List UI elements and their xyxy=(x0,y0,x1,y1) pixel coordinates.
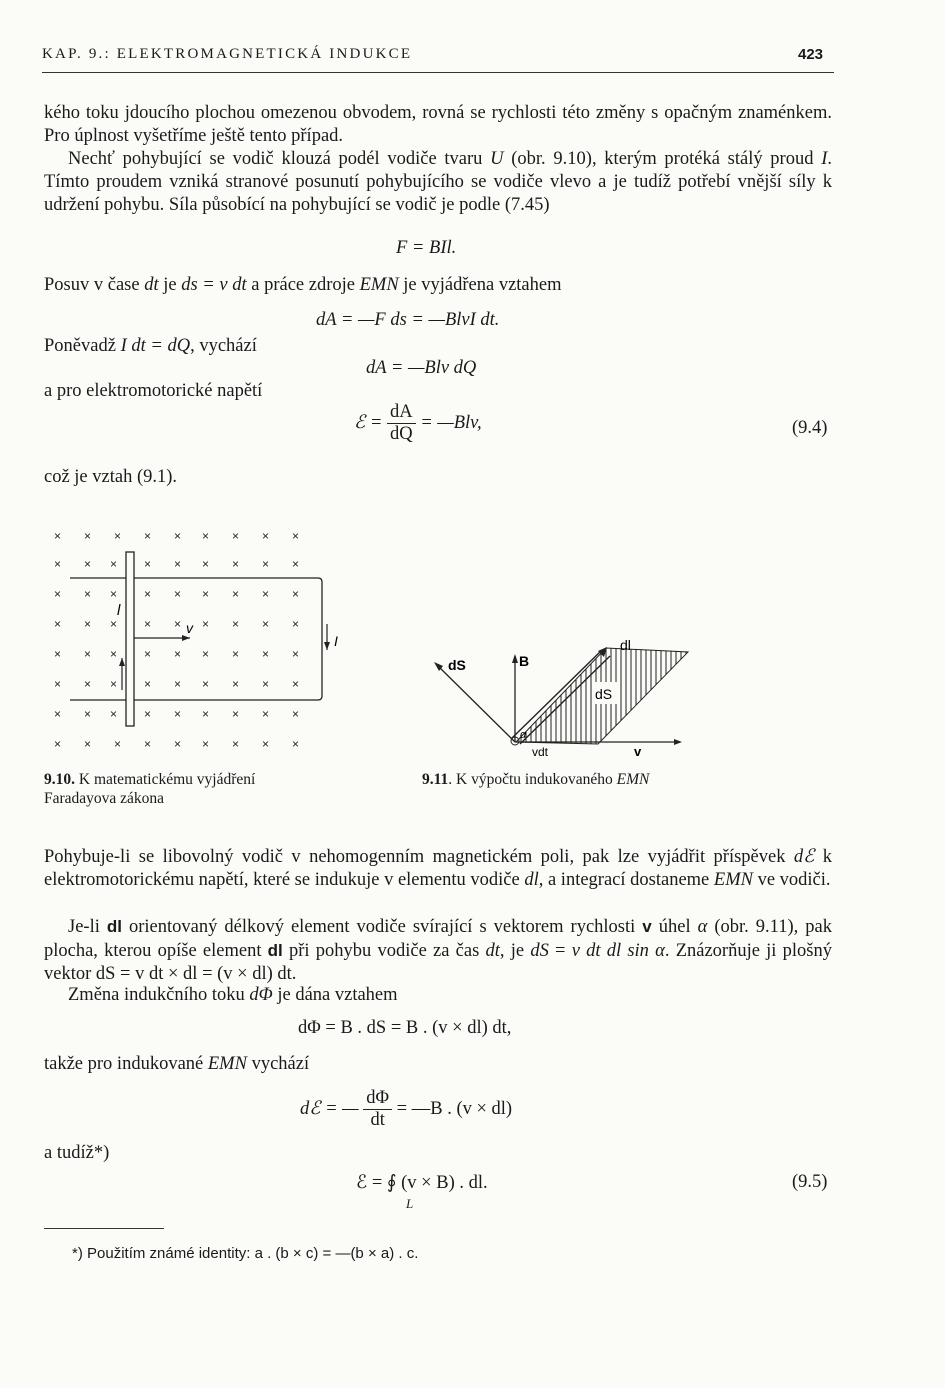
field-cross: × xyxy=(174,647,182,661)
equation-force: F = BIl. xyxy=(396,238,457,258)
header-rule xyxy=(42,72,834,73)
field-cross: × xyxy=(262,707,270,721)
paragraph-1: kého toku jdoucího plochou omezenou obvodem, rovná se rychlosti této změny s opačným znaménkem. Pro úplnost vyšetříme ještě tento případ. xyxy=(44,103,832,146)
u-conductor xyxy=(70,578,322,700)
field-cross: × xyxy=(54,707,62,721)
field-cross: × xyxy=(54,677,62,691)
field-cross: × xyxy=(232,737,240,751)
field-cross: × xyxy=(202,677,210,691)
field-cross: × xyxy=(202,529,210,543)
field-cross: × xyxy=(84,707,92,721)
paragraph-10: takže pro indukované EMN vychází xyxy=(44,1054,310,1074)
field-cross: × xyxy=(174,529,182,543)
field-cross: × xyxy=(262,529,270,543)
field-cross: × xyxy=(232,587,240,601)
field-cross: × xyxy=(144,529,152,543)
field-cross: × xyxy=(54,557,62,571)
field-cross: × xyxy=(54,587,62,601)
field-cross: × xyxy=(54,617,62,631)
field-cross: × xyxy=(110,707,118,721)
equation-demf: dℰ = — $\frac{d\Phi}{dt}$ = —B . (v × dl) xyxy=(300,1088,513,1130)
figure-9-11-caption: 9.11. K výpočtu indukovaného EMN xyxy=(422,771,650,788)
paragraph-5: a pro elektromotorické napětí xyxy=(44,381,263,401)
field-cross: × xyxy=(262,737,270,751)
equation-work2: dA = —Blv dQ xyxy=(366,358,477,378)
paragraph-3: Posuv v čase dt je ds = v dt a práce zdroje EMN je vyjádřena vztahem xyxy=(44,275,562,295)
field-cross: × xyxy=(84,529,92,543)
field-cross: × xyxy=(84,587,92,601)
figure-9-11 xyxy=(420,620,710,770)
moving-rod xyxy=(126,552,134,726)
field-cross: × xyxy=(202,557,210,571)
field-cross: × xyxy=(144,677,152,691)
field-cross: × xyxy=(292,587,300,601)
field-cross: × xyxy=(144,557,152,571)
label-B: B xyxy=(519,653,530,669)
label-vdt: vdt xyxy=(532,745,549,759)
field-cross: × xyxy=(232,617,240,631)
field-cross: × xyxy=(114,529,122,543)
field-cross: × xyxy=(174,677,182,691)
field-cross: × xyxy=(202,647,210,661)
field-cross: × xyxy=(292,647,300,661)
paragraph-9: Změna indukčního toku dΦ je dána vztahem xyxy=(68,985,398,1005)
field-cross: × xyxy=(174,737,182,751)
field-cross: × xyxy=(232,647,240,661)
page-number: 423 xyxy=(798,46,824,63)
field-cross: × xyxy=(144,737,152,751)
field-cross: × xyxy=(84,617,92,631)
field-cross: × xyxy=(54,737,62,751)
field-cross: × xyxy=(262,617,270,631)
field-cross: × xyxy=(144,617,152,631)
figure-9-10-caption: 9.10. K matematickému vyjádření Faradayova zákona xyxy=(44,771,256,807)
figure-9-10 xyxy=(40,520,360,760)
field-cross: × xyxy=(54,529,62,543)
label-v: v xyxy=(186,620,193,636)
field-cross: × xyxy=(144,647,152,661)
field-cross: × xyxy=(202,707,210,721)
field-cross: × xyxy=(174,587,182,601)
field-cross: × xyxy=(202,587,210,601)
field-cross: × xyxy=(174,557,182,571)
field-cross: × xyxy=(84,737,92,751)
field-cross: × xyxy=(292,557,300,571)
field-cross: × xyxy=(84,557,92,571)
paragraph-7: Pohybuje-li se libovolný vodič v nehomogenním magnetickém poli, pak lze vyjádřit příspěvek dℰ k elektromotorickému napětí, které se indukuje v elementu vodiče dl, a integrací dostaneme EMN ve vodiči. xyxy=(44,847,833,890)
field-cross: × xyxy=(174,617,182,631)
paragraph-4: Poněvadž I dt = dQ, vychází xyxy=(44,336,257,356)
field-cross: × xyxy=(174,707,182,721)
field-cross: × xyxy=(54,647,62,661)
field-cross: × xyxy=(292,529,300,543)
field-cross: × xyxy=(232,529,240,543)
field-cross: × xyxy=(110,557,118,571)
label-I: I xyxy=(334,633,338,649)
field-cross: × xyxy=(232,707,240,721)
field-cross: × xyxy=(144,707,152,721)
field-cross: × xyxy=(110,587,118,601)
field-cross: × xyxy=(110,617,118,631)
paragraph-6: což je vztah (9.1). xyxy=(44,467,178,487)
field-cross: × xyxy=(232,557,240,571)
field-cross: × xyxy=(202,737,210,751)
equation-emf: ℰ = $\frac{dA}{dQ}$ = —Blv, xyxy=(354,402,482,444)
field-cross: × xyxy=(84,677,92,691)
integral-subscript: L xyxy=(406,1196,414,1211)
field-cross: × xyxy=(292,737,300,751)
field-cross: × xyxy=(110,677,118,691)
equation-work: dA = —F ds = —BlvI dt. xyxy=(316,310,500,330)
footnote-rule xyxy=(44,1228,164,1229)
label-dS: dS xyxy=(595,686,613,702)
field-cross: × xyxy=(262,677,270,691)
paragraph-8: Je-li dl orientovaný délkový element vodiče svírající s vektorem rychlosti v úhel α (obr. 9.11), pak plocha, kterou opíše element dl při pohybu vodiče za čas dt, je dS = v dt dl sin α. Znázorňuje ji plošný vektor dS = v dt × dl = (v × dl) dt. xyxy=(44,917,832,984)
label-alpha: α xyxy=(520,729,527,741)
field-cross: × xyxy=(262,647,270,661)
field-cross: × xyxy=(292,707,300,721)
field-cross: × xyxy=(262,587,270,601)
field-cross: × xyxy=(110,647,118,661)
equation-flux: dΦ = B . dS = B . (v × dl) dt, xyxy=(298,1018,512,1038)
field-cross: × xyxy=(292,677,300,691)
footnote: *) Použitím známé identity: a . (b × c) = —(b × a) . c. xyxy=(72,1245,419,1262)
field-cross: × xyxy=(292,617,300,631)
label-dS-vector: dS xyxy=(448,657,466,673)
label-l: l xyxy=(117,602,121,619)
paragraph-11: a tudíž*) xyxy=(44,1143,110,1163)
field-cross: × xyxy=(84,647,92,661)
field-cross: × xyxy=(114,737,122,751)
field-cross: × xyxy=(232,677,240,691)
equation-final: ℰ = ∮ (v × B) . dl. xyxy=(356,1173,488,1193)
label-v2: v xyxy=(634,744,642,759)
chapter-header: KAP. 9.: ELEKTROMAGNETICKÁ INDUKCE xyxy=(42,46,413,62)
label-dl: dl xyxy=(620,637,631,653)
field-cross: × xyxy=(262,557,270,571)
paragraph-2: Nechť pohybující se vodič klouzá podél vodiče tvaru U (obr. 9.10), kterým protéká stálý proud I. Tímto proudem vzniká stranové posunutí pohybujícího se vodiče vlevo a je tudíž potřebí vnější síly k udržení pohybu. Síla působící na pohybující se vodič je podle (7.45) xyxy=(44,149,832,215)
equation-number-9-5: (9.5) xyxy=(792,1172,828,1192)
field-cross: × xyxy=(202,617,210,631)
equation-number-9-4: (9.4) xyxy=(792,418,828,438)
field-cross: × xyxy=(144,587,152,601)
